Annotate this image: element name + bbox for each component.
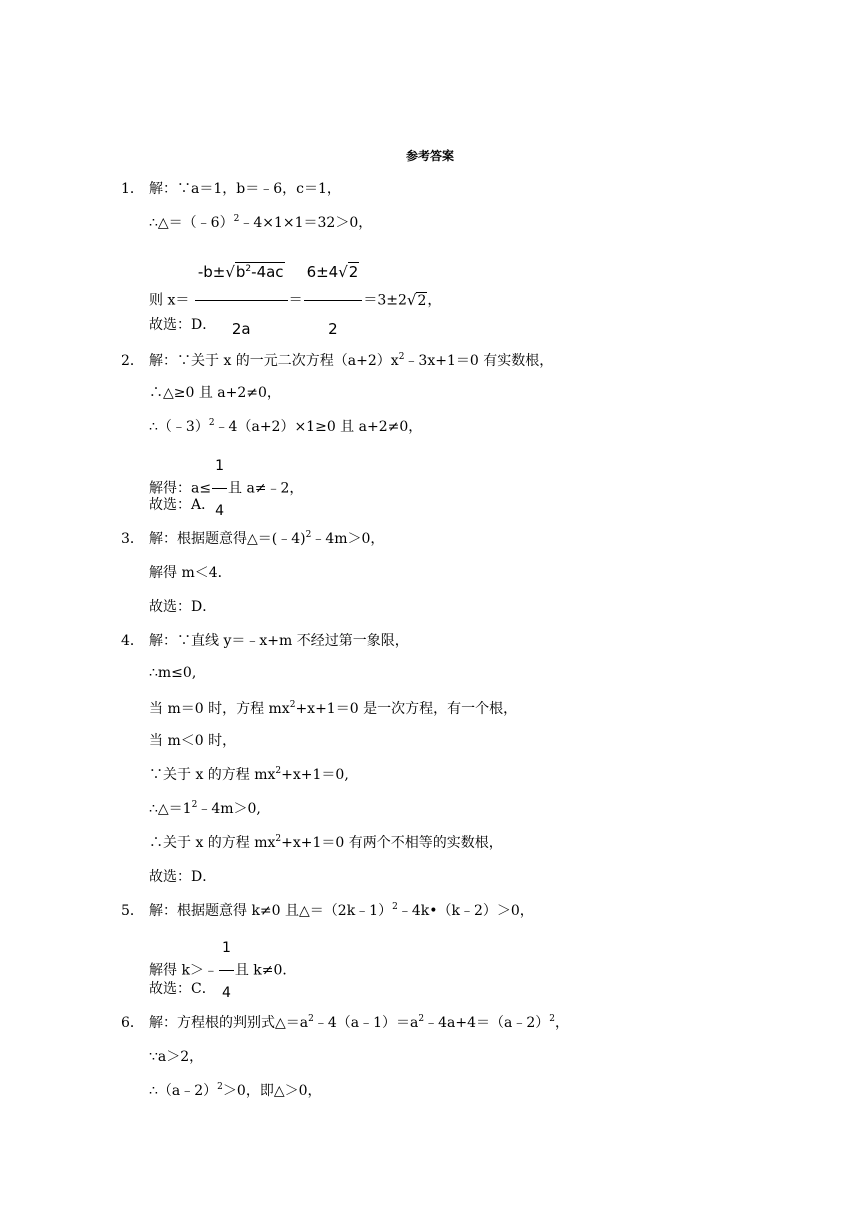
quadratic-formula-fraction: $\frac{-b\pm√b^2-4ac}{2a}$: [195, 246, 288, 355]
q2-number: 2．: [121, 353, 144, 369]
q6-line-2: ∵a＞2，: [149, 1049, 204, 1065]
q2-line-3: ∴（﹣3）$^2$﹣4（a+2）×1≥0 且 a+2≠0，: [149, 418, 423, 435]
q1-number: 1．: [121, 181, 144, 197]
q2-line-2: ∴△≥0 且 a+2≠0，: [149, 385, 281, 401]
q5-line-2: 解得 k＞﹣ $\frac{1}{4}$ 且 k≠0．: [149, 928, 296, 1013]
q1-line-3: 则 x＝ $\frac{-b\pm√b^2-4ac}{2a}$ ＝ $\frac{6\pm 4√2}{2}$ ＝3±2√2，: [149, 246, 441, 355]
q4-line-5: ∵关于 x 的方程 $mx^2+x+1=0$,: [149, 766, 349, 783]
q2-line-4: 解得：a≤ $\frac{1}{4}$ 且 a≠﹣2，: [149, 446, 303, 531]
q5-number: 5．: [121, 903, 144, 919]
q6-line-1: 解：方程根的判别式$\triangle=a^2﹣4(a﹣1)=a^2﹣4a+4=(a﹣2)^2$，: [149, 1014, 569, 1031]
q4-line-6: $\therefore\triangle=1^2﹣4m>0$,: [149, 800, 261, 817]
q6-line-3: ∴（a﹣2）$^2$＞0，即△＞0，: [149, 1082, 322, 1099]
q6-number: 6．: [121, 1015, 144, 1031]
q4-line-7: ∴关于 x 的方程 $mx^2+x+1=0$ 有两个不相等的实数根，: [149, 834, 503, 851]
page-title: 参考答案: [405, 149, 454, 163]
q2-line-5: 故选：A．: [149, 497, 216, 513]
one-quarter-fraction: $\frac{1}{4}$: [212, 446, 227, 531]
result-fraction: $\frac{6\pm 4√2}{2}$: [304, 246, 363, 355]
q4-line-1: 解：∵直线 y＝﹣x+m 不经过第一象限，: [149, 633, 409, 649]
q3-line-1: 解：根据题意得△＝(﹣4)$^2$﹣4m＞0，: [149, 530, 385, 547]
q3-line-2: 解得 m＜4．: [149, 565, 232, 581]
q4-line-2: ∴m≤0,: [149, 665, 197, 681]
q3-line-3: 故选：D．: [149, 599, 217, 615]
q1-line-4: 故选：D．: [149, 317, 217, 333]
q5-line-3: 故选：C．: [149, 981, 216, 997]
q4-line-3: 当 m＝0 时，方程 $mx^2+x+1=0$ 是一次方程，有一个根，: [149, 700, 518, 717]
q4-line-8: 故选：D．: [149, 869, 217, 885]
q2-line-1: 解：∵关于 x 的一元二次方程$(a+2)x^2﹣3x+1=0$ 有实数根，: [149, 352, 554, 369]
one-quarter-fraction: $\frac{1}{4}$: [219, 928, 234, 1013]
q3-number: 3．: [121, 531, 144, 547]
q4-number: 4．: [121, 633, 144, 649]
q5-line-1: 解：根据题意得 k≠0 且△＝（2k﹣1）$^2$﹣4k•（k﹣2）＞0，: [149, 902, 534, 919]
q1-line-1: 解：∵a＝1，b＝﹣6，c＝1，: [149, 181, 341, 197]
q4-line-4: 当 m＜0 时，: [149, 733, 237, 749]
q1-line-2: ∴△＝（﹣6）$^2$﹣4×1×1＝32＞0，: [149, 214, 373, 231]
